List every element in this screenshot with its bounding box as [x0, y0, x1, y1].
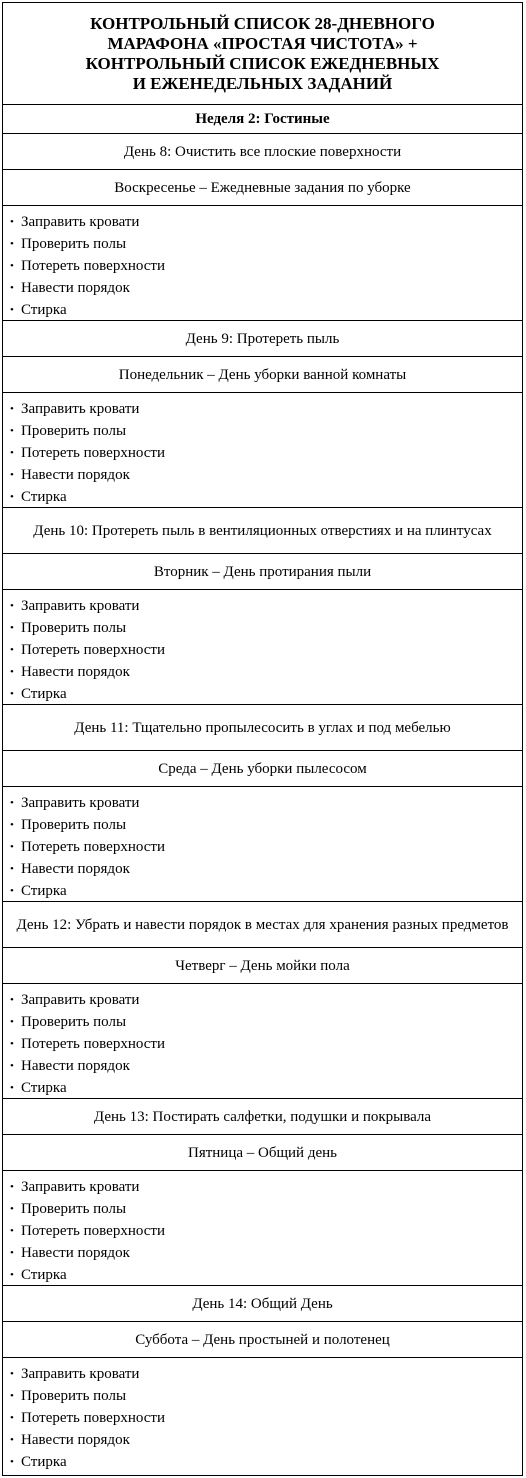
bullet-icon: • [10, 644, 14, 656]
list-item-label: Стирка [21, 302, 67, 318]
list-item [10, 1011, 522, 1033]
list-item-label: Проверить полы [21, 1014, 127, 1030]
bullet-icon: • [10, 841, 14, 853]
list-item [10, 1077, 522, 1099]
bullet-icon: • [10, 447, 14, 459]
title-line: И ЕЖЕНЕДЕЛЬНЫХ ЗАДАНИЙ [132, 73, 393, 93]
bullet-icon: • [10, 797, 14, 809]
daily-task-list [3, 393, 522, 508]
list-item-label: Заправить кровати [21, 401, 140, 417]
list-item-label: Навести порядок [21, 1432, 130, 1448]
checklist-table [2, 2, 523, 1476]
list-item-label: Стирка [21, 883, 67, 899]
daily-task-list [3, 787, 522, 902]
bullet-icon: • [10, 885, 14, 897]
list-item-label: Потереть поверхности [21, 445, 165, 461]
bullet-icon: • [10, 1456, 14, 1468]
weekday-heading: Вторник – День протирания пыли [3, 554, 522, 590]
bullet-icon: • [10, 1225, 14, 1237]
list-item [10, 442, 522, 464]
bullet-icon: • [10, 863, 14, 875]
weekday-heading: Четверг – День мойки пола [3, 948, 522, 984]
list-item-label: Проверить полы [21, 1388, 127, 1404]
list-item [10, 792, 522, 814]
bullet-icon: • [10, 304, 14, 316]
bullet-icon: • [10, 260, 14, 272]
title-line: МАРАФОНА «ПРОСТАЯ ЧИСТОТА» + [107, 33, 418, 53]
day-task: День 14: Общий День [3, 1286, 522, 1322]
list-item-label: Заправить кровати [21, 214, 140, 230]
days-container [3, 134, 522, 1475]
list-item [10, 1385, 522, 1407]
list-item [10, 1176, 522, 1198]
bullet-icon: • [10, 282, 14, 294]
list-item-label: Стирка [21, 1267, 67, 1283]
list-item [10, 1363, 522, 1385]
bullet-icon: • [10, 1203, 14, 1215]
list-item [10, 814, 522, 836]
list-item-label: Стирка [21, 489, 67, 505]
daily-task-list [3, 206, 522, 321]
bullet-icon: • [10, 1269, 14, 1281]
weekday-heading: Среда – День уборки пылесосом [3, 751, 522, 787]
list-item [10, 1429, 522, 1451]
list-item [10, 617, 522, 639]
list-item [10, 1451, 522, 1473]
list-item [10, 277, 522, 299]
day-task: День 12: Убрать и навести порядок в местах для хранения разных предметов [3, 902, 522, 948]
list-item [10, 233, 522, 255]
list-item-label: Стирка [21, 686, 67, 702]
list-item-label: Потереть поверхности [21, 1036, 165, 1052]
bullet-icon: • [10, 600, 14, 612]
bullet-icon: • [10, 1060, 14, 1072]
list-item-label: Проверить полы [21, 620, 127, 636]
bullet-icon: • [10, 403, 14, 415]
list-item [10, 1407, 522, 1429]
list-item [10, 464, 522, 486]
daily-task-list [3, 1358, 522, 1475]
list-item-label: Заправить кровати [21, 795, 140, 811]
bullet-icon: • [10, 1368, 14, 1380]
day-task: День 11: Тщательно пропылесосить в углах и под мебелью [3, 705, 522, 751]
bullet-icon: • [10, 216, 14, 228]
list-item [10, 1242, 522, 1264]
list-item [10, 989, 522, 1011]
list-item [10, 211, 522, 233]
list-item [10, 1220, 522, 1242]
day-task: День 9: Протереть пыль [3, 321, 522, 357]
list-item-label: Навести порядок [21, 861, 130, 877]
list-item [10, 255, 522, 277]
list-item [10, 1033, 522, 1055]
list-item [10, 858, 522, 880]
list-item-label: Стирка [21, 1454, 67, 1470]
list-item [10, 880, 522, 902]
bullet-icon: • [10, 688, 14, 700]
list-item-label: Потереть поверхности [21, 839, 165, 855]
list-item [10, 836, 522, 858]
list-item [10, 1055, 522, 1077]
list-item-label: Навести порядок [21, 1245, 130, 1261]
weekday-heading: Пятница – Общий день [3, 1135, 522, 1171]
daily-task-list [3, 590, 522, 705]
list-item-label: Навести порядок [21, 467, 130, 483]
bullet-icon: • [10, 1181, 14, 1193]
weekday-heading: Понедельник – День уборки ванной комнаты [3, 357, 522, 393]
daily-task-list [3, 1171, 522, 1286]
list-item [10, 683, 522, 705]
bullet-icon: • [10, 994, 14, 1006]
list-item-label: Проверить полы [21, 236, 127, 252]
list-item-label: Проверить полы [21, 817, 127, 833]
list-item-label: Потереть поверхности [21, 642, 165, 658]
list-item-label: Потереть поверхности [21, 258, 165, 274]
bullet-icon: • [10, 1412, 14, 1424]
daily-task-list [3, 984, 522, 1099]
day-task: День 8: Очистить все плоские поверхности [3, 134, 522, 170]
title-line: КОНТРОЛЬНЫЙ СПИСОК ЕЖЕДНЕВНЫХ [85, 53, 440, 73]
list-item-label: Проверить полы [21, 423, 127, 439]
list-item [10, 661, 522, 683]
bullet-icon: • [10, 666, 14, 678]
list-item [10, 299, 522, 321]
list-item-label: Потереть поверхности [21, 1223, 165, 1239]
list-item-label: Стирка [21, 1080, 67, 1096]
title-line: КОНТРОЛЬНЫЙ СПИСОК 28-ДНЕВНОГО [90, 13, 435, 33]
list-item [10, 595, 522, 617]
list-item [10, 420, 522, 442]
week-heading: Неделя 2: Гостиные [3, 105, 522, 134]
bullet-icon: • [10, 491, 14, 503]
bullet-icon: • [10, 622, 14, 634]
list-item [10, 1264, 522, 1286]
day-task: День 10: Протереть пыль в вентиляционных отверстиях и на плинтусах [3, 508, 522, 554]
bullet-icon: • [10, 819, 14, 831]
bullet-icon: • [10, 1016, 14, 1028]
bullet-icon: • [10, 1434, 14, 1446]
weekday-heading: Суббота – День простыней и полотенец [3, 1322, 522, 1358]
list-item-label: Заправить кровати [21, 992, 140, 1008]
list-item-label: Проверить полы [21, 1201, 127, 1217]
bullet-icon: • [10, 1038, 14, 1050]
list-item-label: Навести порядок [21, 280, 130, 296]
day-task: День 13: Постирать салфетки, подушки и покрывала [3, 1099, 522, 1135]
bullet-icon: • [10, 1082, 14, 1094]
list-item [10, 398, 522, 420]
bullet-icon: • [10, 1247, 14, 1259]
document-title [3, 3, 522, 105]
weekday-heading: Воскресенье – Ежедневные задания по уборке [3, 170, 522, 206]
list-item-label: Заправить кровати [21, 1179, 140, 1195]
list-item-label: Заправить кровати [21, 598, 140, 614]
list-item-label: Навести порядок [21, 664, 130, 680]
bullet-icon: • [10, 425, 14, 437]
list-item-label: Навести порядок [21, 1058, 130, 1074]
list-item [10, 486, 522, 508]
list-item-label: Заправить кровати [21, 1366, 140, 1382]
list-item [10, 1198, 522, 1220]
bullet-icon: • [10, 238, 14, 250]
bullet-icon: • [10, 469, 14, 481]
bullet-icon: • [10, 1390, 14, 1402]
list-item-label: Потереть поверхности [21, 1410, 165, 1426]
list-item [10, 639, 522, 661]
